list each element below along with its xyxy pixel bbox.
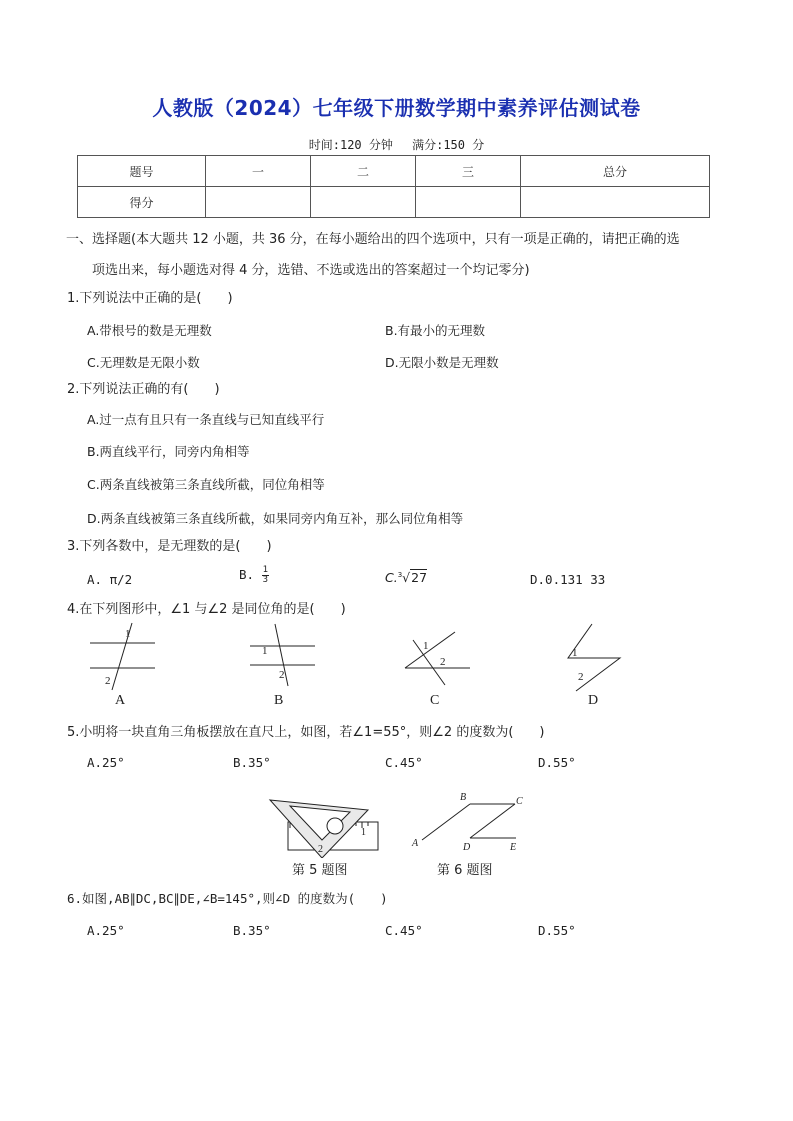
score-table-header-row (78, 156, 710, 187)
fig5-angle-2-label: 2 (318, 844, 323, 855)
angle-1-label: 1 (572, 647, 578, 659)
score-cell[interactable] (416, 187, 521, 218)
q5-option-b: B.35° (233, 755, 271, 770)
score-table (77, 155, 710, 218)
section-heading-cont: 项选出来，每小题选对得 4 分，选错、不选或选出的答案超过一个均记零分) (92, 263, 530, 278)
score-table-row (78, 187, 710, 218)
fraction-denominator: 3 (262, 575, 269, 585)
score-cell[interactable] (521, 187, 710, 218)
q3-option-b (239, 566, 269, 585)
angle-2-label: 2 (279, 669, 285, 681)
section-heading: 一、选择题(本大题共 12 小题，共 36 分，在每小题给出的四个选项中，只有一项是正确的，请把正确的选 (66, 232, 680, 247)
fig-d-caption: D (588, 693, 599, 708)
fraction-numerator: 1 (262, 565, 269, 575)
fig-a-caption: A (115, 693, 126, 708)
fig-6-caption: 第 6 题图 (437, 863, 493, 878)
q2-option-d: D.两条直线被第三条直线所截，如果同旁内角互补，那么同位角相等 (87, 511, 464, 526)
radicand: 27 (411, 570, 428, 585)
question-3-stem: 3.下列各数中，是无理数的是( ) (67, 539, 272, 554)
q5-option-d: D.55° (538, 755, 576, 770)
score-cell[interactable] (206, 187, 311, 218)
q6-option-c: C.45° (385, 923, 423, 938)
q6-option-d: D.55° (538, 923, 576, 938)
q1-option-b: B.有最小的无理数 (385, 323, 486, 338)
angle-1-label: 1 (423, 640, 429, 652)
q5-option-a: A.25° (87, 755, 125, 770)
fig6-label-e: E (510, 842, 517, 853)
q4-figures (80, 618, 640, 713)
fig-5-6 (260, 788, 540, 858)
question-4-stem: 4.在下列图形中，∠1 与∠2 是同位角的是( ) (67, 602, 346, 617)
score-header-cell: 题号 (78, 156, 206, 187)
q5-option-c: C.45° (385, 755, 423, 770)
q1-option-c: C.无理数是无限小数 (87, 355, 200, 370)
score-header-cell: 三 (416, 156, 521, 187)
fraction (262, 566, 269, 585)
q3-option-c (385, 570, 427, 585)
q1-option-d: D.无限小数是无理数 (385, 355, 499, 370)
fig-c-caption: C (430, 693, 440, 708)
q3-option-b-label: B. (239, 567, 255, 582)
q2-option-a: A.过一点有且只有一条直线与已知直线平行 (87, 412, 325, 427)
fig5-angle-1-label: 1 (361, 827, 366, 838)
fig-5-caption: 第 5 题图 (292, 863, 348, 878)
score-cell[interactable] (311, 187, 416, 218)
page-title: 人教版（2024）七年级下册数学期中素养评估测试卷 (152, 96, 641, 120)
q3-option-d: D.0.131 33 (530, 572, 606, 587)
fig-c-line-1 (405, 632, 455, 668)
full-score: 满分:150 分 (412, 138, 485, 152)
question-6-stem: 6.如图,AB∥DC,BC∥DE,∠B=145°,则∠D 的度数为( ) (67, 891, 388, 906)
q2-option-b: B.两直线平行，同旁内角相等 (87, 444, 250, 459)
time-limit: 时间:120 分钟 (308, 138, 393, 152)
angle-2-label: 2 (578, 671, 584, 683)
fig6-segment-ab (422, 804, 470, 840)
score-header-cell: 总分 (521, 156, 710, 187)
fig6-segment-cd (470, 804, 515, 838)
fig6-label-a: A (412, 838, 419, 849)
angle-2-label: 2 (105, 675, 111, 687)
q3-option-c-label: C. (385, 570, 398, 585)
q3-option-a: A. π/2 (87, 572, 133, 587)
triangle-circle (327, 818, 343, 834)
fig6-label-c: C (516, 796, 523, 807)
q1-option-a: A.带根号的数是无理数 (87, 323, 212, 338)
question-1-stem: 1.下列说法中正确的是( ) (67, 291, 233, 306)
score-header-cell: 一 (206, 156, 311, 187)
angle-1-label: 1 (262, 645, 268, 657)
question-2-stem: 2.下列说法正确的有( ) (67, 382, 220, 397)
fig6-label-d: D (463, 842, 471, 853)
fig-b-caption: B (274, 693, 284, 708)
score-row-label: 得分 (78, 187, 206, 218)
fig6-label-b: B (460, 792, 467, 803)
question-5-stem: 5.小明将一块直角三角板摆放在直尺上，如图，若∠1=55°，则∠2 的度数为( ) (67, 725, 545, 740)
exam-info (0, 136, 793, 153)
angle-1-label: 1 (125, 628, 131, 640)
cube-root-icon: $^3$√ (397, 570, 411, 585)
q6-option-a: A.25° (87, 923, 125, 938)
score-header-cell: 二 (311, 156, 416, 187)
angle-2-label: 2 (440, 656, 446, 668)
q2-option-c: C.两条直线被第三条直线所截，同位角相等 (87, 477, 325, 492)
q6-option-b: B.35° (233, 923, 271, 938)
